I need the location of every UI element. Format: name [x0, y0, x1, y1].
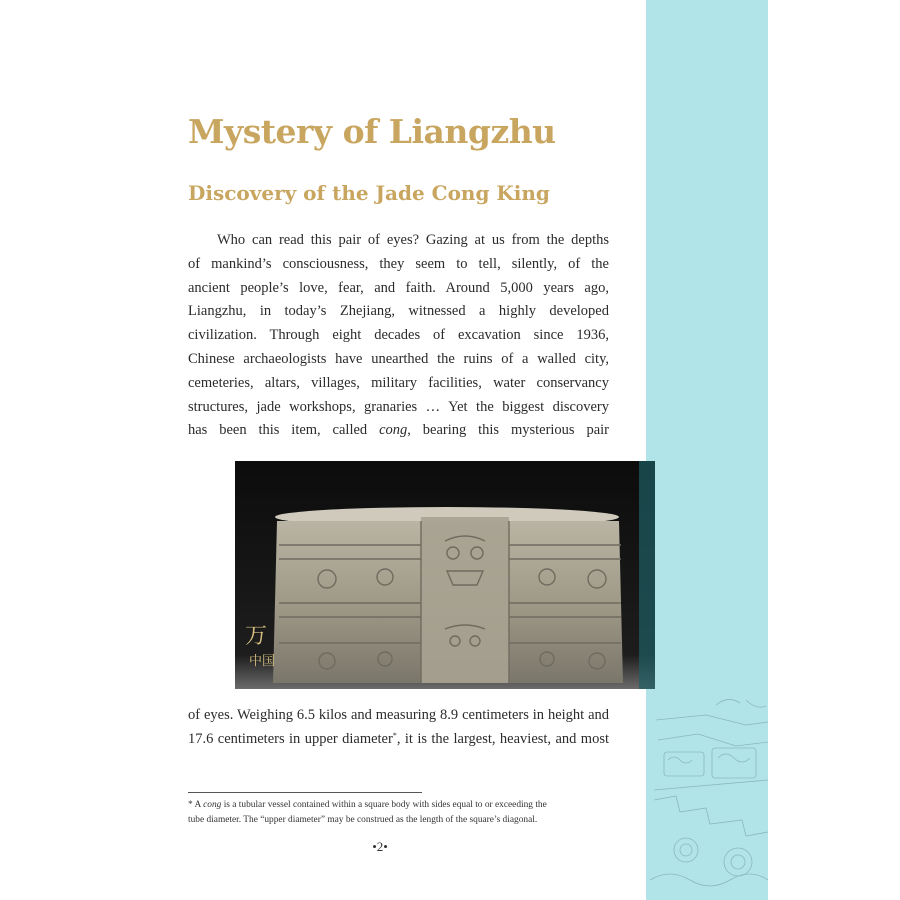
text-line: cemeteries, altars, villages, military facilities, water conservancy	[188, 374, 609, 391]
jade-cong-photo	[235, 461, 655, 689]
paragraph-1	[188, 229, 609, 443]
footnote	[188, 798, 610, 827]
text-run: , it is the largest, heaviest, and most	[396, 730, 609, 747]
footnote-marker[interactable]: *	[392, 730, 397, 740]
text-run: is a tubular vessel contained within a square body with sides equal to or exceeding the	[221, 800, 547, 810]
footnote-line: tube diameter. The “upper diameter” may be construed as the length of the square’s diagonal.	[188, 814, 538, 825]
text-line: ancient people’s love, fear, and faith. Around 5,000 years ago,	[188, 279, 609, 296]
jade-cong-illustration	[235, 461, 655, 689]
text-line: Liangzhu, in today’s Zhejiang, witnessed a highly developed	[188, 303, 609, 320]
footnote-marker: *	[188, 800, 193, 810]
watermark-logo: 万	[245, 624, 268, 649]
bronze-pattern-illustration	[646, 0, 768, 900]
footnote-line	[188, 798, 610, 813]
page-number: •2•	[372, 839, 388, 854]
text-line: Who can read this pair of eyes? Gazing at us from the depths	[217, 232, 609, 248]
footnote-divider	[188, 792, 422, 793]
text-run: 17.6 centimeters in upper diameter	[188, 730, 393, 747]
text-run: A	[192, 800, 204, 810]
text-line	[188, 728, 609, 752]
svg-text:中国: 中国	[249, 654, 276, 669]
italic-term: cong	[379, 422, 408, 439]
paragraph-2	[188, 704, 609, 752]
text-run: has been this item, called	[188, 422, 380, 439]
text-line: of mankind’s consciousness, they seem to tell, silently, of the	[188, 255, 609, 272]
text-line-last	[188, 419, 609, 443]
text-line: civilization. Through eight decades of excavation since 1936,	[188, 327, 609, 344]
side-decorative-band	[646, 0, 768, 900]
section-heading: Discovery of the Jade Cong King	[188, 181, 550, 205]
text-run: , bearing this mysterious pair	[407, 422, 609, 439]
text-line: of eyes. Weighing 6.5 kilos and measuring 8.9 centimeters in height and	[188, 707, 609, 723]
text-line: structures, jade workshops, granaries … Yet the biggest discovery	[188, 398, 609, 415]
italic-term: cong	[203, 800, 222, 810]
page-title: Mystery of Liangzhu	[188, 112, 556, 151]
text-line: Chinese archaeologists have unearthed the ruins of a walled city,	[188, 350, 609, 367]
